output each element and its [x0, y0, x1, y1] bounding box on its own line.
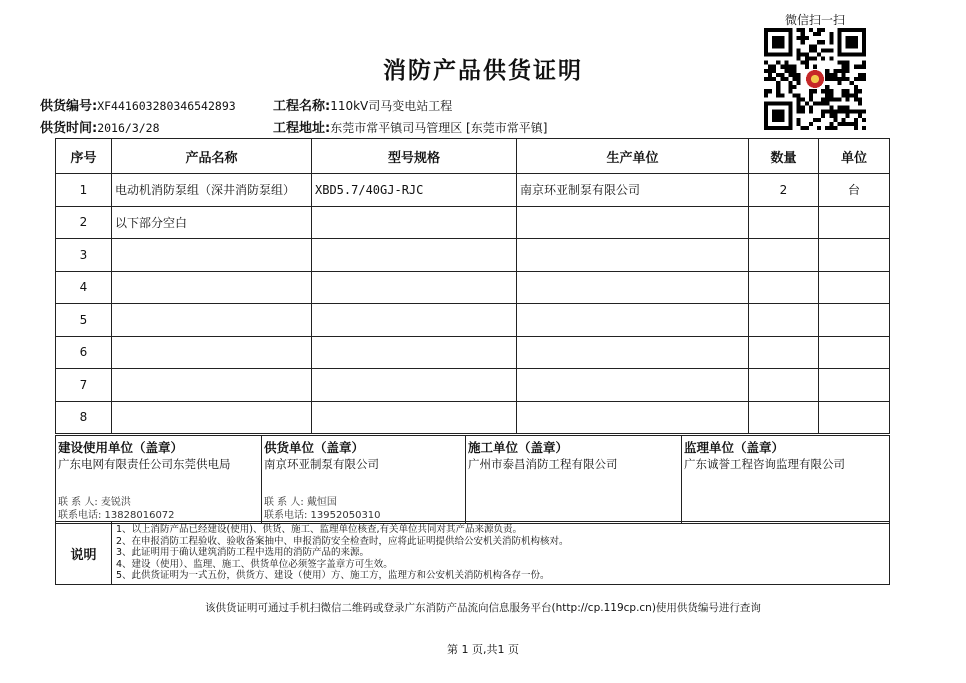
cell-unit: 台: [819, 174, 890, 207]
document-title: 消防产品供货证明: [383, 58, 583, 84]
cell-product-name: [112, 239, 312, 272]
header-model: 型号规格: [312, 139, 517, 174]
builder-contact: 联 系 人: 麦锐洪: [58, 497, 131, 508]
cell-model: XBD5.7/40GJ-RJC: [312, 174, 517, 207]
cell-quantity: [749, 336, 819, 369]
table-row: [56, 271, 890, 304]
supplier-unit-title: 供货单位（盖章）: [264, 440, 365, 455]
header-quantity: 数量: [749, 139, 819, 174]
cell-manufacturer: [517, 336, 749, 369]
supply-no-value: XF441603280346542893: [97, 99, 236, 113]
cell-manufacturer: [517, 206, 749, 239]
header-product-name: 产品名称: [112, 139, 312, 174]
cell-no: 4: [56, 271, 112, 304]
cell-product-name: [112, 369, 312, 402]
header-no: 序号: [56, 139, 112, 174]
note-item: 2、在申报消防工程验收、验收备案抽中、申报消防安全检查时，应将此证明提供给公安机关消防机构核对。: [116, 535, 569, 547]
project-name-value: 110kV司马变电站工程: [330, 99, 453, 113]
cell-model: [312, 369, 517, 402]
qr-caption: 微信扫一扫: [784, 13, 845, 27]
product-table: [55, 138, 890, 434]
cell-product-name: [112, 336, 312, 369]
cell-unit: [819, 239, 890, 272]
supervisor-unit: [682, 436, 890, 524]
header-manufacturer: 生产单位: [517, 139, 749, 174]
cell-quantity: [749, 304, 819, 337]
table-row: [56, 336, 890, 369]
signature-units: [55, 435, 890, 524]
footer-query-note: 该供货证明可通过手机扫微信二维码或登录广东消防产品流向信息服务平台(http://cp.119cp.cn)使用供货编号进行查询: [205, 602, 761, 614]
cell-manufacturer: 南京环亚制泵有限公司: [517, 174, 749, 207]
supply-time-line: [40, 117, 160, 136]
table-row: [56, 369, 890, 402]
project-address-line: [273, 117, 547, 136]
note-item: 1、以上消防产品已经建设(使用)、供货、施工、监理单位核查,有关单位共同对其产品来源负责。: [116, 524, 522, 536]
builder-phone: 联系电话: 13828016072: [58, 510, 175, 521]
cell-no: 2: [56, 206, 112, 239]
cell-product-name: 电动机消防泵组（深井消防泵组）: [112, 174, 312, 207]
cell-model: [312, 239, 517, 272]
cell-quantity: [749, 271, 819, 304]
cell-no: 3: [56, 239, 112, 272]
cell-manufacturer: [517, 401, 749, 434]
cell-unit: [819, 304, 890, 337]
note-item: 5、此供货证明为一式五份，供货方、建设（使用）方、施工方，监理方和公安机关消防机构各存一份。: [116, 570, 550, 582]
cell-unit: [819, 401, 890, 434]
supplier-unit-name: 南京环亚制泵有限公司: [264, 457, 379, 471]
supplier-contact: 联 系 人: 戴恒国: [264, 497, 337, 508]
note-item: 4、建设（使用）、监理、施工、供货单位必须签字盖章方可生效。: [116, 558, 393, 570]
table-row: [56, 239, 890, 272]
table-row: [56, 206, 890, 239]
table-row: [56, 304, 890, 337]
cell-quantity: [749, 401, 819, 434]
cell-no: 7: [56, 369, 112, 402]
cell-model: [312, 304, 517, 337]
cell-product-name: [112, 271, 312, 304]
note-item: 3、此证明用于确认建筑消防工程中选用的消防产品的来源。: [116, 547, 370, 559]
cell-unit: [819, 271, 890, 304]
constructor-unit-name: 广州市泰昌消防工程有限公司: [468, 457, 618, 471]
cell-model: [312, 401, 517, 434]
builder-unit-title: 建设使用单位（盖章）: [58, 440, 184, 455]
cell-manufacturer: [517, 271, 749, 304]
cell-product-name: [112, 401, 312, 434]
cell-model: [312, 336, 517, 369]
cell-quantity: 2: [749, 174, 819, 207]
wechat-qr-code[interactable]: [764, 28, 866, 130]
builder-unit: [56, 436, 262, 524]
table-row: [56, 401, 890, 434]
table-header-row: [56, 139, 890, 174]
notes-label: 说明: [56, 522, 112, 585]
cell-unit: [819, 336, 890, 369]
supplier-phone: 联系电话: 13952050310: [264, 510, 381, 521]
constructor-unit-title: 施工单位（盖章）: [468, 440, 569, 455]
constructor-unit: [466, 436, 682, 524]
cell-manufacturer: [517, 304, 749, 337]
supply-time-value: 2016/3/28: [97, 121, 160, 135]
supply-no-label: 供货编号:: [40, 99, 98, 114]
cell-unit: [819, 369, 890, 402]
cell-manufacturer: [517, 369, 749, 402]
page-indicator: 第 1 页,共1 页: [447, 643, 519, 656]
notes-list: [112, 522, 890, 585]
cell-model: [312, 206, 517, 239]
cell-quantity: [749, 206, 819, 239]
table-row: [56, 174, 890, 207]
supervisor-unit-name: 广东诚誉工程咨询监理有限公司: [684, 457, 845, 471]
project-address-label: 工程地址:: [273, 121, 331, 136]
header-unit: 单位: [819, 139, 890, 174]
cell-manufacturer: [517, 239, 749, 272]
supply-no-line: [40, 95, 236, 114]
supply-time-label: 供货时间:: [40, 121, 98, 136]
project-address-value: 东莞市常平镇司马管理区 [东莞市常平镇]: [330, 121, 548, 135]
cell-product-name: [112, 304, 312, 337]
cell-quantity: [749, 239, 819, 272]
notes-table: [55, 521, 890, 585]
cell-quantity: [749, 369, 819, 402]
cell-product-name: 以下部分空白: [112, 206, 312, 239]
supervisor-unit-title: 监理单位（盖章）: [684, 440, 785, 455]
project-name-label: 工程名称:: [273, 99, 331, 114]
cell-no: 8: [56, 401, 112, 434]
cell-no: 1: [56, 174, 112, 207]
cell-model: [312, 271, 517, 304]
cell-unit: [819, 206, 890, 239]
builder-unit-name: 广东电网有限责任公司东莞供电局: [58, 457, 231, 471]
cell-no: 6: [56, 336, 112, 369]
project-name-line: [273, 95, 452, 114]
cell-no: 5: [56, 304, 112, 337]
supplier-unit: [262, 436, 466, 524]
